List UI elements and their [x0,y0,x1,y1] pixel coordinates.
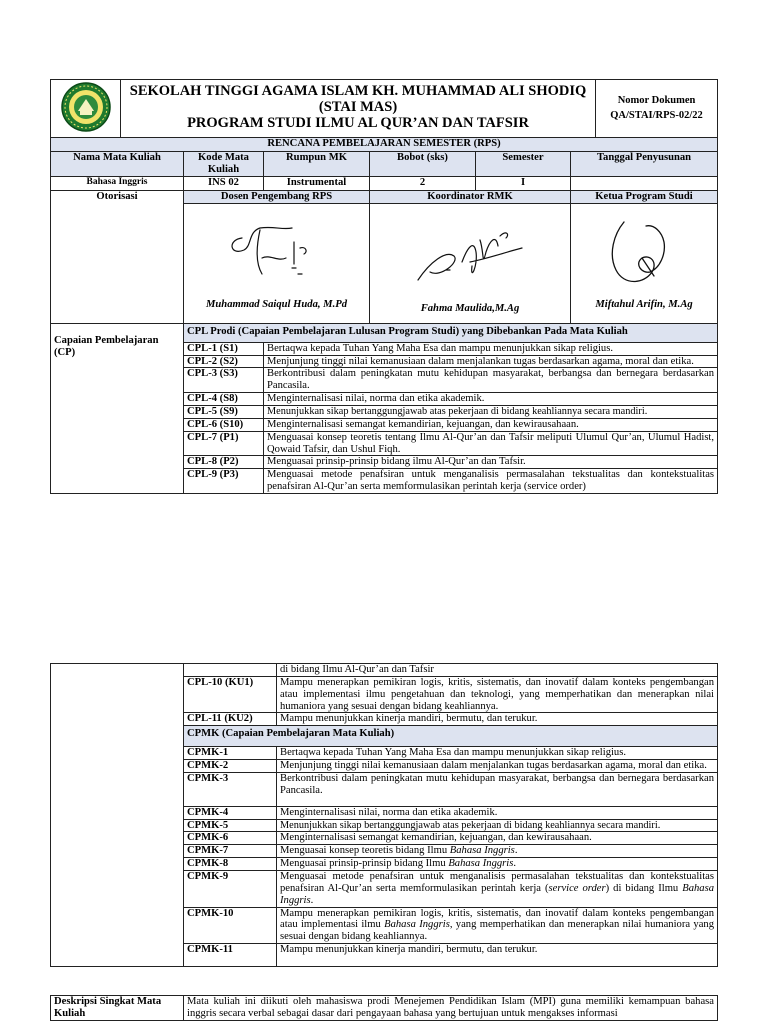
cpl-text: Menguasai konsep teoretis tentang Ilmu Al-Qur’an dan Tafsir meliputi Ulumul Qur’an, Ulumul Hadist, Qowaid Tafsir, dan Ushul Fiqh. [264,431,718,456]
col-header-date: Tanggal Penyusunan [571,152,718,177]
cpl-code [184,664,277,677]
cpmk-code: CPMK-7 [184,845,277,858]
rps-title: RENCANA PEMBELAJARAN SEMESTER (RPS) [51,138,718,152]
cpl-text: Mampu menunjukkan kinerja mandiri, bermutu, dan terukur. [277,713,718,726]
col-header-semester: Semester [476,152,571,177]
cpl-text: Menginternalisasi semangat kemandirian, kejuangan, dan kewirausahaan. [264,418,718,431]
cpmk-text: Mampu menerapkan pemikiran logis, kritis, sistematis, dan inovatif dalam konteks pengembangan atau implementasi ilmu Bahasa Inggris, yang memperhatikan dan menerapkan nilai humaniora yang sesuai dengan bidang keahliannya. [277,907,718,944]
col-header-course-code: Kode Mata Kuliah [184,152,264,177]
cpmk-text: Menunjukkan sikap bertanggungjawab atas pekerjaan di bidang keahliannya secara mandiri. [277,819,718,832]
cpmk-code: CPMK-11 [184,944,277,967]
description-table [50,995,718,1021]
signature-developer [184,203,370,323]
col-header-cluster: Rumpun MK [264,152,370,177]
cpl-text: Berkontribusi dalam peningkatan mutu kehidupan masyarakat, berbangsa dan bernegara berdasarkan Pancasila. [264,368,718,393]
cpl-code: CPL-7 (P1) [184,431,264,456]
cpmk-code: CPMK-4 [184,806,277,819]
signature-developer-icon [222,218,332,288]
head-name: Miftahul Arifin, M.Ag [595,298,693,310]
cpmk-text: Menguasai metode penafsiran untuk menganalisis permasalahan tekstualitas dan kontekstualitas penafsiran Al-Qur’an serta memformulasikan perintah kerja (service order) di bidang Ilmu Bahasa Inggris. [277,871,718,908]
cpl-code: CPL-8 (P2) [184,456,264,469]
cpmk-code: CPMK-8 [184,858,277,871]
cpl-code: CPL-9 (P3) [184,469,264,494]
cpl-text: Bertaqwa kepada Tuhan Yang Maha Esa dan mampu menunjukkan sikap religius. [264,342,718,355]
logo-cell [51,80,121,138]
cpl-text: Menjunjung tinggi nilai kemanusiaan dalam menjalankan tugas berdasarkan agama, moral dan etika. [264,355,718,368]
semester-value: I [476,176,571,190]
program-name: PROGRAM STUDI ILMU AL QUR’AN DAN TAFSIR [187,115,529,132]
col-header-course-name: Nama Mata Kuliah [51,152,184,177]
cp-label-continued [51,664,184,967]
cpmk-code: CPMK-2 [184,760,277,773]
cpmk-text: Bertaqwa kepada Tuhan Yang Maha Esa dan mampu menunjukkan sikap religius. [277,747,718,760]
cpmk-text: Berkontribusi dalam peningkatan mutu kehidupan masyarakat, berbangsa dan bernegara berdasarkan Pancasila. [277,773,718,807]
coordinator-name: Fahma Maulida,M.Ag [420,302,520,314]
course-code-value: INS 02 [184,176,264,190]
cpl-code: CPL-3 (S3) [184,368,264,393]
cpmk-code: CPMK-3 [184,773,277,807]
date-value [571,176,718,190]
cpl-text-continued: di bidang Ilmu Al-Qur’an dan Tafsir [277,664,718,677]
cpl-code: CPL-10 (KU1) [184,676,277,713]
institution-header [121,80,596,138]
cpl-text: Menginternalisasi nilai, norma dan etika akademik. [264,393,718,406]
cpmk-text: Menginternalisasi nilai, norma dan etika akademik. [277,806,718,819]
cpmk-code: CPMK-9 [184,871,277,908]
institution-logo-icon [60,81,112,133]
cpmk-header: CPMK (Capaian Pembelajaran Mata Kuliah) [184,726,718,747]
cp-label: Capaian Pembelajaran (CP) [51,323,184,493]
col-header-credits: Bobot (sks) [370,152,476,177]
cp-continued-table [50,663,718,967]
cpmk-text: Menjunjung tinggi nilai kemanusiaan dalam menjalankan tugas berdasarkan agama, moral dan etika. [277,760,718,773]
cpl-code: CPL-2 (S2) [184,355,264,368]
signature-head [571,203,718,323]
credits-value: 2 [370,176,476,190]
institution-name: SEKOLAH TINGGI AGAMA ISLAM KH. MUHAMMAD ALI SHODIQ [129,83,587,99]
cpmk-text: Mampu menunjukkan kinerja mandiri, bermutu, dan terukur. [277,944,718,967]
cpl-code: CPL-11 (KU2) [184,713,277,726]
description-text: Mata kuliah ini diikuti oleh mahasiswa prodi Menejemen Pendidikan Islam (MPI) guna memiliki kemampuan bahasa inggris secara verbal sebagai dasar dari pengayaan bahasa yang bertujuan untuk mengakses informasi [184,996,718,1021]
description-label: Deskripsi Singkat Mata Kuliah [51,996,184,1021]
document-number: QA/STAI/RPS-02/22 [610,109,703,121]
cpl-header: CPL Prodi (Capaian Pembelajaran Lulusan Program Studi) yang Dibebankan Pada Mata Kuliah [184,323,718,342]
cluster-value: Instrumental [264,176,370,190]
cpl-code: CPL-6 (S10) [184,418,264,431]
institution-abbrev: (STAI MAS) [318,99,398,116]
cpl-text: Menguasai prinsip-prinsip bidang ilmu Al-Qur’an dan Tafsir. [264,456,718,469]
developer-name: Muhammad Saiqul Huda, M.Pd [206,298,347,310]
cpmk-text: Menguasai konsep teoretis bidang Ilmu Bahasa Inggris. [277,845,718,858]
cpmk-text: Menginternalisasi semangat kemandirian, kejuangan, dan kewirausahaan. [277,832,718,845]
cpmk-code: CPMK-5 [184,819,277,832]
cpmk-code: CPMK-6 [184,832,277,845]
document-number-label: Nomor Dokumen [617,94,696,106]
course-name-value: Bahasa Inggris [51,176,184,190]
role-developer: Dosen Pengembang RPS [184,190,370,203]
cpl-code: CPL-5 (S9) [184,406,264,419]
cpmk-text: Menguasai prinsip-prinsip bidang Ilmu Bahasa Inggris. [277,858,718,871]
role-head: Ketua Program Studi [571,190,718,203]
signature-head-icon [594,214,694,294]
cpl-code: CPL-4 (S8) [184,393,264,406]
authorization-label: Otorisasi [51,190,184,323]
signature-coordinator-icon [410,222,530,292]
cpl-code: CPL-1 (S1) [184,342,264,355]
cpl-text: Menguasai metode penafsiran untuk menganalisis permasalahan tekstualitas dan kontekstualitas penafsiran Al-Qur’an serta memformulasikan perintah kerja (service order) [264,469,718,494]
document-number-cell [596,80,718,138]
cpl-text: Mampu menerapkan pemikiran logis, kritis, sistematis, dan inovatif dalam konteks pengembangan atau implementasi ilmu pengetahuan dan teknologi, yang memperhatikan dan menerapkan nilai humaniora yang sesuai dengan bidang keahliannya. [277,676,718,713]
cpmk-code: CPMK-10 [184,907,277,944]
rps-header-table [50,79,718,494]
cpl-text: Menunjukkan sikap bertanggungjawab atas pekerjaan di bidang keahliannya secara mandiri. [264,406,718,419]
signature-coordinator [370,203,571,323]
role-coordinator: Koordinator RMK [370,190,571,203]
cpmk-code: CPMK-1 [184,747,277,760]
